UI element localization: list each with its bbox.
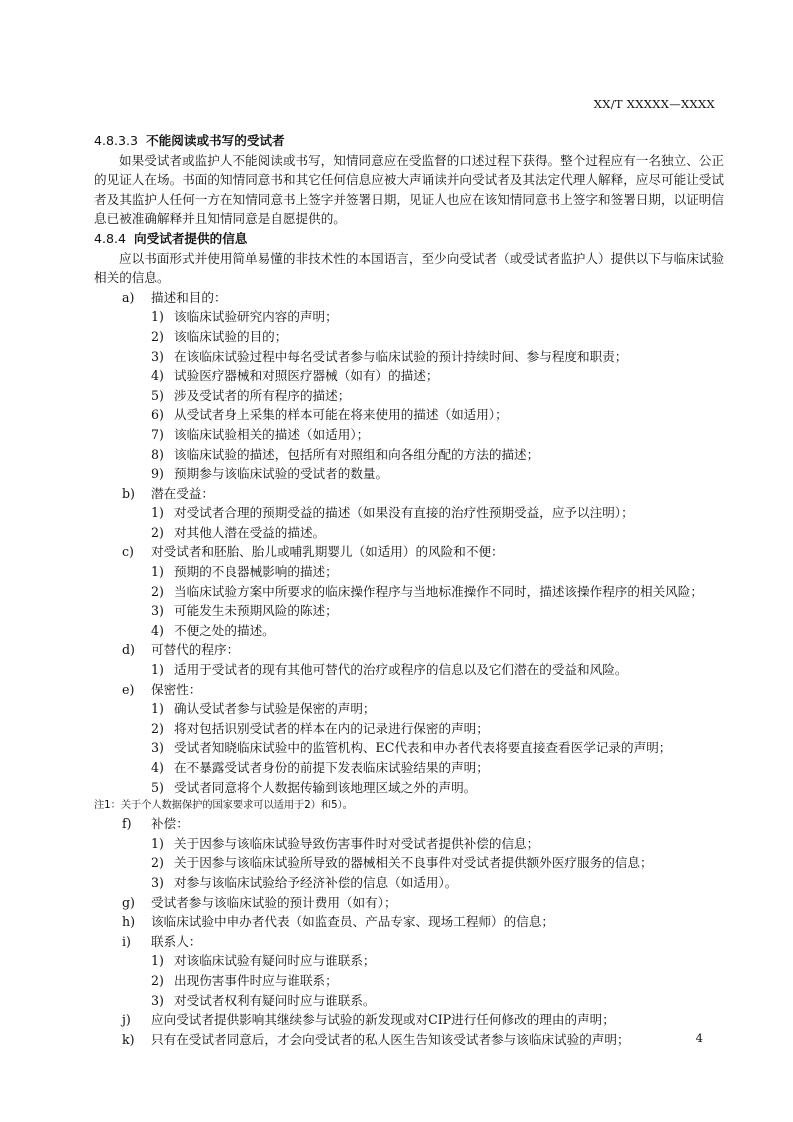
sub-list-item [94,951,724,971]
list-marker: a) [122,289,135,305]
list-marker: 6) [151,407,164,423]
section-title: 向受试者提供的信息 [134,230,248,246]
sub-list-item [94,327,724,347]
list-item [94,912,724,932]
document-body [94,131,724,1049]
sub-list-item [94,699,724,719]
sub-list-item [94,425,724,445]
section-heading [94,131,724,151]
list-text: 适用于受试者的现有其他可替代的治疗或程序的信息以及它们潜在的受益和风险。 [174,662,628,678]
note: 注1：关于个人数据保护的国家要求可以适用于2）和5）。 [94,800,353,812]
list-marker: 3) [151,348,164,364]
list-marker: b) [122,485,135,501]
list-text: 关于因参与该临床试验导致伤害事件时对受试者提供补偿的信息； [174,835,540,851]
list-text: 受试者同意将个人数据传输到该地理区域之外的声明。 [174,779,477,795]
section-title: 不能阅读或书写的受试者 [146,133,285,148]
list-text: 从受试者身上采集的样本可能在将来使用的描述（如适用）； [174,407,508,423]
list-text: 对受试者权利有疑问时应与谁联系。 [174,992,376,1008]
sub-list-item [94,758,724,778]
list-text: 受试者参与该临床试验的预计费用（如有）； [151,894,397,910]
sub-list-item [94,834,724,854]
list-text: 对受试者合理的预期受益的描述（如果没有直接的治疗性预期受益，应予以注明）； [174,505,634,521]
list-text: 将对包括识别受试者的样本在内的记录进行保密的声明； [174,720,489,736]
list-text: 描述和目的： [151,289,227,305]
list-marker: 3) [151,740,164,756]
list-text: 对参与该临床试验给予经济补偿的信息（如适用）。 [174,874,458,890]
sub-list-item [94,366,724,386]
list-item [94,1010,724,1030]
sub-list-item [94,464,724,484]
sub-list-item [94,660,724,680]
list-text: 补偿： [151,816,189,832]
list-text: 对其他人潜在受益的描述。 [174,524,326,540]
list-marker: 4) [151,368,164,384]
sub-list-item [94,621,724,641]
list-marker: c) [122,544,134,560]
list-text: 保密性： [151,681,202,697]
list-text: 该临床试验研究内容的声明； [174,309,338,325]
list-marker: i) [122,933,131,949]
sub-list-item [94,562,724,582]
list-text: 受试者知晓临床试验中的监管机构、EC代表和申办者代表将要直接查看医学记录的声明； [174,740,672,756]
list-marker: 3) [151,874,164,890]
list-marker: e) [122,681,135,697]
list-marker: 2) [151,583,164,599]
list-marker: 1) [151,309,164,325]
list-text: 潜在受益： [151,485,214,501]
sub-list-item [94,503,724,523]
sub-list-item [94,778,724,798]
sub-list-item [94,853,724,873]
list-text: 试验医疗器械和对照医疗器械（如有）的描述； [174,368,439,384]
list-text: 确认受试者参与试验是保密的声明； [174,701,376,717]
paragraph: 如果受试者或监护人不能阅读或书写，知情同意应在受监督的口述过程下获得。整个过程应有一名独立、公正的见证人在场。书面的知情同意书和其它任何信息应被大声诵读并向受试者及其法定代理人解释，应尽可能让受试者及其监护人任何一方在知情同意书上签字并签署日期，见证人也应在该知情同意书上签字和签署日期，以证明信息已被准确解释并且知情同意是自愿提供的。 [94,152,724,227]
list-marker: 3) [151,603,164,619]
list-marker: 5) [151,779,164,795]
list-text: 涉及受试者的所有程序的描述； [174,387,351,403]
list-marker: 2) [151,855,164,871]
list-marker: 4) [151,760,164,775]
document-code-header: XX/T XXXXX—XXXX [593,97,715,111]
list-text: 应向受试者提供影响其继续参与试验的新发现或对CIP进行任何修改的理由的声明； [151,1012,615,1028]
list-text: 预期的不良器械影响的描述； [174,564,338,580]
list-text: 该临床试验的描述，包括所有对照组和向各组分配的方法的描述； [174,446,540,462]
list-marker: h) [122,914,136,930]
list-marker: 2) [151,524,164,540]
list-text: 只有在受试者同意后，才会向受试者的私人医生告知该受试者参与该临床试验的声明； [151,1031,630,1047]
list-item [94,1030,724,1050]
list-item [94,484,724,504]
list-text: 联系人： [151,933,202,949]
list-item [94,680,724,700]
list-text: 在不暴露受试者身份的前提下发表临床试验结果的声明； [174,760,489,775]
list-marker: f) [122,816,132,832]
list-marker: 1) [151,953,164,969]
section-number: 4.8.3.3 [94,133,139,148]
sub-list-item [94,405,724,425]
list-text: 在该临床试验过程中每名受试者参与临床试验的预计持续时间、参与程度和职责； [174,348,628,364]
list-item [94,814,724,834]
list-marker: d) [122,642,135,658]
list-marker: 1) [151,505,164,521]
list-text: 关于因参与该临床试验所导致的器械相关不良事件对受试者提供额外医疗服务的信息； [174,855,653,871]
list-marker: 2) [151,720,164,736]
page-number: 4 [695,1031,703,1045]
list-marker: 5) [151,387,164,403]
list-text: 该临床试验中申办者代表（如监查员、产品专家、现场工程师）的信息； [151,914,554,930]
sub-list-item [94,991,724,1011]
sub-list-item [94,445,724,465]
list-marker: 1) [151,662,164,678]
list-marker: 1) [151,835,164,851]
list-marker: 4) [151,622,164,638]
sub-list-item [94,523,724,543]
list-text: 当临床试验方案中所要求的临床操作程序与当地标准操作不同时，描述该操作程序的相关风险； [174,583,703,599]
list-marker: 2) [151,328,164,344]
list-marker: g) [122,894,135,910]
list-text: 可能发生未预期风险的陈述； [174,603,338,619]
list-marker: 9) [151,466,164,482]
list-text: 对该临床试验有疑问时应与谁联系； [174,953,376,969]
section-heading [94,229,724,249]
list-marker: 3) [151,992,164,1008]
sub-list-item [94,601,724,621]
list-item [94,288,724,308]
list-item [94,640,724,660]
section-number: 4.8.4 [94,230,127,246]
sub-list-item [94,719,724,739]
list-item [94,542,724,562]
list-text: 不便之处的描述。 [174,622,275,638]
sub-list-item [94,386,724,406]
list-text: 对受试者和胚胎、胎儿或哺乳期婴儿（如适用）的风险和不便： [151,544,504,560]
list-text: 该临床试验的目的； [174,328,288,344]
list-text: 预期参与该临床试验的受试者的数量。 [174,466,389,482]
paragraph: 应以书面形式并使用简单易懂的非技术性的本国语言，至少向受试者（或受试者监护人）提供以下与临床试验相关的信息。 [94,250,724,286]
list-item [94,893,724,913]
list-marker: 1) [151,564,164,580]
sub-list-item [94,582,724,602]
sub-list-item [94,347,724,367]
list-text: 出现伤害事件时应与谁联系； [174,972,338,988]
list-text: 可替代的程序： [151,642,240,658]
sub-list-item [94,971,724,991]
sub-list-item [94,307,724,327]
sub-list-item [94,873,724,893]
list-text: 该临床试验相关的描述（如适用）； [174,426,370,442]
sub-list-item [94,738,724,758]
list-marker: 8) [151,446,164,462]
list-item [94,932,724,952]
list-marker: k) [122,1031,135,1047]
list-marker: 2) [151,972,164,988]
list-marker: j) [122,1012,131,1028]
list-marker: 7) [151,426,164,442]
list-marker: 1) [151,701,164,717]
